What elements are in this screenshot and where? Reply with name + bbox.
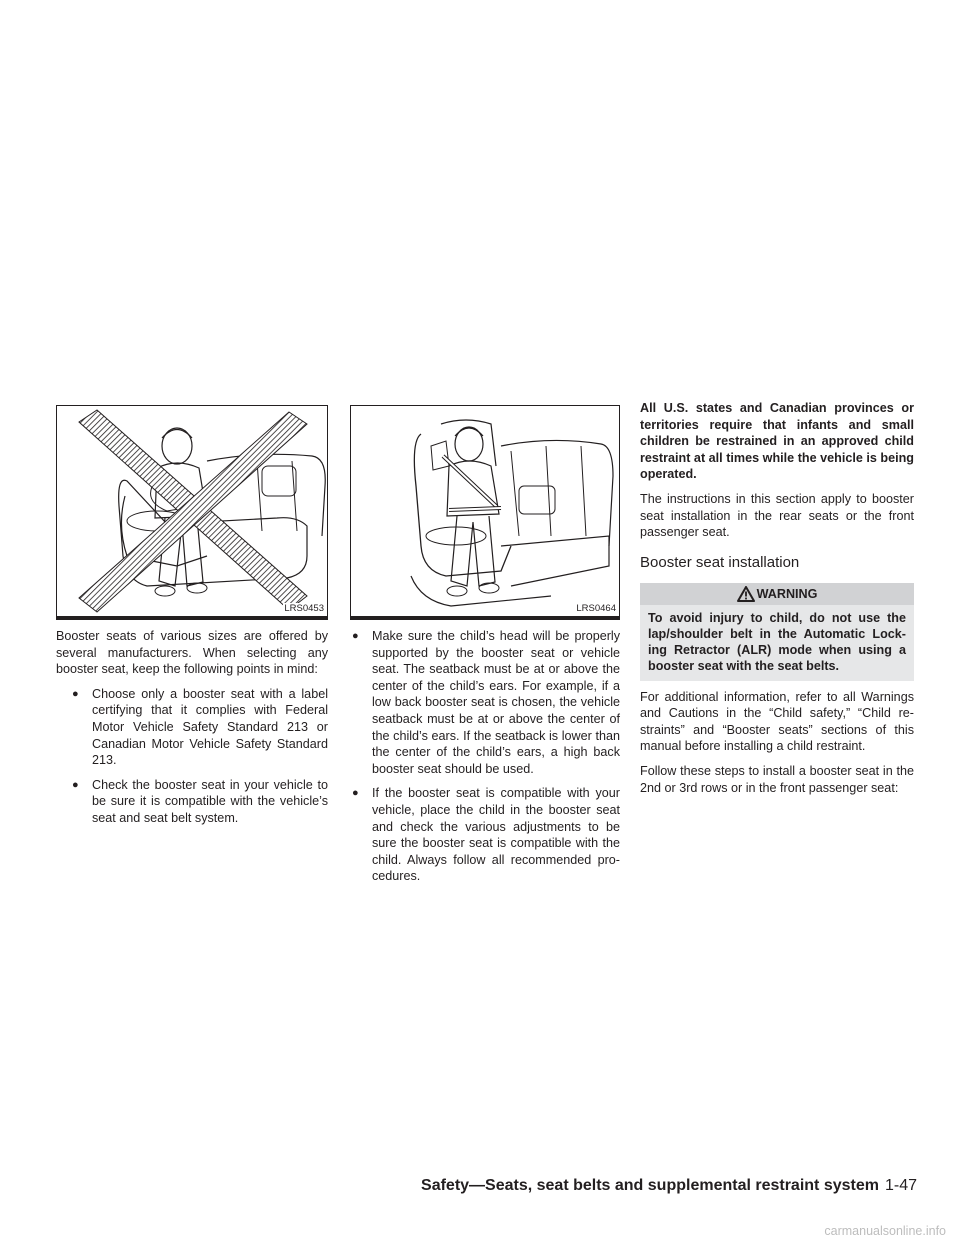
figure-correct-booster bbox=[350, 405, 620, 617]
figure-rule bbox=[56, 617, 328, 620]
column-right bbox=[640, 401, 914, 796]
warning-label: WARNING bbox=[756, 586, 818, 601]
selection-checklist bbox=[56, 686, 328, 827]
bullet-icon: ● bbox=[72, 778, 79, 791]
intro-paragraph: Booster seats of various sizes are offered by several manufacturers. When selecting any booster seat, keep the following points in mind: bbox=[56, 629, 328, 677]
column-middle bbox=[350, 405, 620, 885]
figure-code: LRS0464 bbox=[576, 603, 616, 614]
list-item: ● Choose only a booster seat with a label certifying that it complies with Federal Motor Vehicle Safety Standard 213 or Canadian Motor Vehicle Safety Standard 213. bbox=[72, 686, 328, 768]
booster-seat-correct-illustration bbox=[351, 406, 619, 616]
page-footer bbox=[421, 1177, 917, 1195]
warning-header bbox=[640, 583, 914, 605]
steps-intro-paragraph: Follow these steps to install a booster seat in the 2nd or 3rd rows or in the front passenger seat: bbox=[640, 763, 914, 795]
warning-triangle-icon bbox=[737, 586, 755, 602]
bullet-icon: ● bbox=[352, 787, 359, 800]
list-item: ● Make sure the child’s head will be properly supported by the booster seat or vehicle seat. The seatback must be at or above the center of the child’s ears. For example, if a low back booster seat is chosen, the vehicle seatback must be at or above the center of the child’s ears. If the seatback is lower than the center of the child’s ears, a high back booster seat should be used. bbox=[352, 629, 620, 776]
section-heading: Booster seat installation bbox=[640, 553, 800, 571]
list-item: ● Check the booster seat in your vehicle to be sure it is compatible with the vehicle’s seat and seat belt system. bbox=[72, 777, 328, 825]
figure-code: LRS0453 bbox=[284, 603, 324, 614]
list-item: ● If the booster seat is compatible with your vehicle, place the child in the booster seat and check the various adjustments to be sure the booster seat is compatible with the child. Always follow all recommended pro-cedures. bbox=[352, 786, 620, 884]
column-left bbox=[56, 405, 328, 827]
watermark: carmanualsonline.info bbox=[824, 1224, 946, 1238]
legal-requirement-paragraph: All U.S. states and Canadian provinces or territories require that infants and small children be restrained in an approved child restraint at all times while the vehicle is being operated. bbox=[640, 401, 914, 482]
bullet-icon: ● bbox=[72, 687, 79, 700]
footer-section-title: Safety—Seats, seat belts and supplemental restraint system bbox=[421, 1177, 879, 1194]
figure-rule bbox=[350, 617, 620, 620]
fit-checklist bbox=[350, 628, 620, 885]
reference-paragraph: For additional information, refer to all Warnings and Cautions in the “Child safety,” “Child re-straints” and “Booster seats” sections of this manual before installing a child restraint. bbox=[640, 689, 914, 754]
scope-paragraph: The instructions in this section apply to booster seat installation in the rear seats or the front passenger seat. bbox=[640, 491, 914, 540]
page-number: 1-47 bbox=[884, 1177, 917, 1194]
bullet-icon: ● bbox=[352, 630, 359, 642]
booster-seat-incorrect-illustration bbox=[57, 406, 327, 616]
warning-text: To avoid injury to child, do not use the lap/shoulder belt in the Automatic Lock-ing Retractor (ALR) mode when using a booster seat with the seat belts. bbox=[640, 605, 914, 681]
figure-incorrect-booster bbox=[56, 405, 328, 617]
